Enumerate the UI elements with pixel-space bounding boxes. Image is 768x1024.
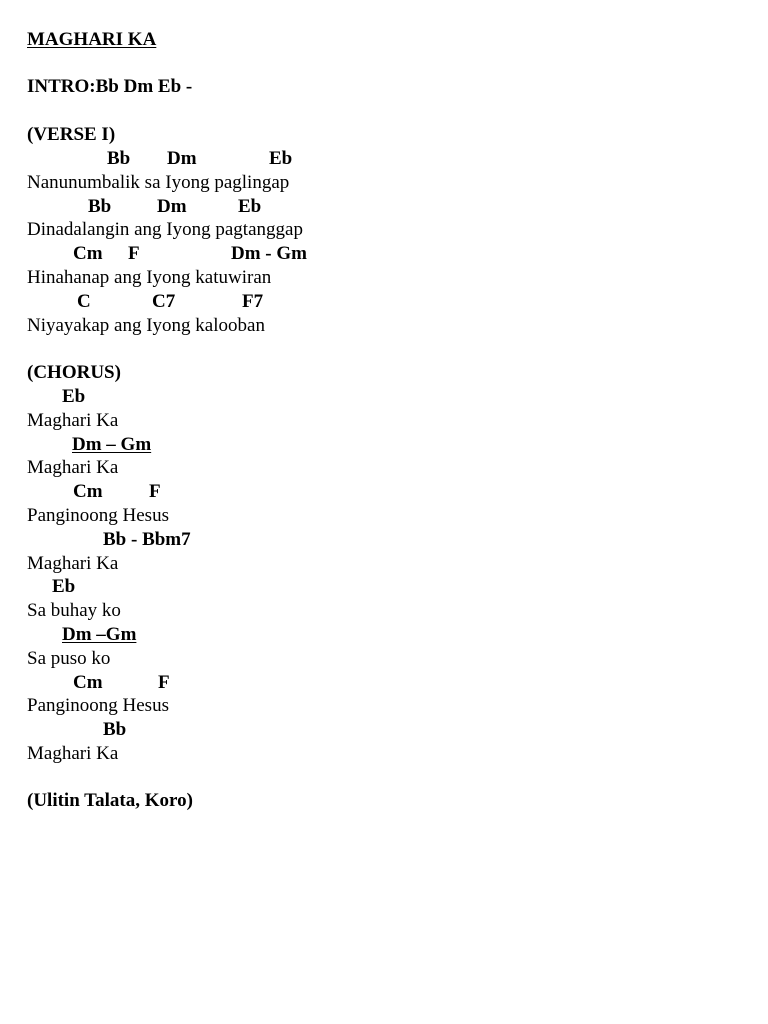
chord: F7 bbox=[242, 291, 264, 312]
chord: Dm –Gm bbox=[62, 624, 137, 645]
repeat-note: (Ulitin Talata, Koro) bbox=[27, 790, 193, 811]
chord: Dm bbox=[167, 148, 197, 169]
chord: C7 bbox=[152, 291, 176, 312]
lyric-line: Maghari Ka bbox=[27, 410, 119, 431]
lyric-line: Panginoong Hesus bbox=[27, 695, 169, 716]
lyric-line: Hinahanap ang Iyong katuwiran bbox=[27, 267, 272, 288]
chord: F bbox=[128, 243, 140, 264]
lyric-line: Maghari Ka bbox=[27, 457, 119, 478]
chord: Cm bbox=[73, 672, 103, 693]
lyric-line: Dinadalangin ang Iyong pagtanggap bbox=[27, 219, 303, 240]
chorus-heading: (CHORUS) bbox=[27, 362, 121, 383]
chord: Eb bbox=[52, 576, 76, 597]
chord: F bbox=[158, 672, 170, 693]
chord: Eb bbox=[62, 386, 86, 407]
chord: Dm - Gm bbox=[231, 243, 307, 264]
chord: Dm – Gm bbox=[72, 434, 152, 455]
chord: Bb bbox=[103, 719, 127, 740]
verse-heading: (VERSE I) bbox=[27, 124, 116, 145]
chord: F bbox=[149, 481, 161, 502]
chord: Dm bbox=[157, 196, 187, 217]
lyric-line: Niyayakap ang Iyong kalooban bbox=[27, 315, 265, 336]
lyric-line: Panginoong Hesus bbox=[27, 505, 169, 526]
chord: Bb bbox=[88, 196, 112, 217]
chord: Eb bbox=[238, 196, 262, 217]
lyric-line: Sa puso ko bbox=[27, 648, 111, 669]
lyric-line: Sa buhay ko bbox=[27, 600, 121, 621]
lyric-line: Maghari Ka bbox=[27, 553, 119, 574]
intro-line: INTRO:Bb Dm Eb - bbox=[27, 76, 193, 97]
chord: Cm bbox=[73, 481, 103, 502]
chord: Eb bbox=[269, 148, 293, 169]
chord: Bb - Bbm7 bbox=[103, 529, 191, 550]
chord: Cm bbox=[73, 243, 103, 264]
chord: C bbox=[77, 291, 91, 312]
lyric-line: Nanunumbalik sa Iyong paglingap bbox=[27, 172, 290, 193]
chord: Bb bbox=[107, 148, 131, 169]
lyric-line: Maghari Ka bbox=[27, 743, 119, 764]
song-title: MAGHARI KA bbox=[27, 29, 157, 50]
